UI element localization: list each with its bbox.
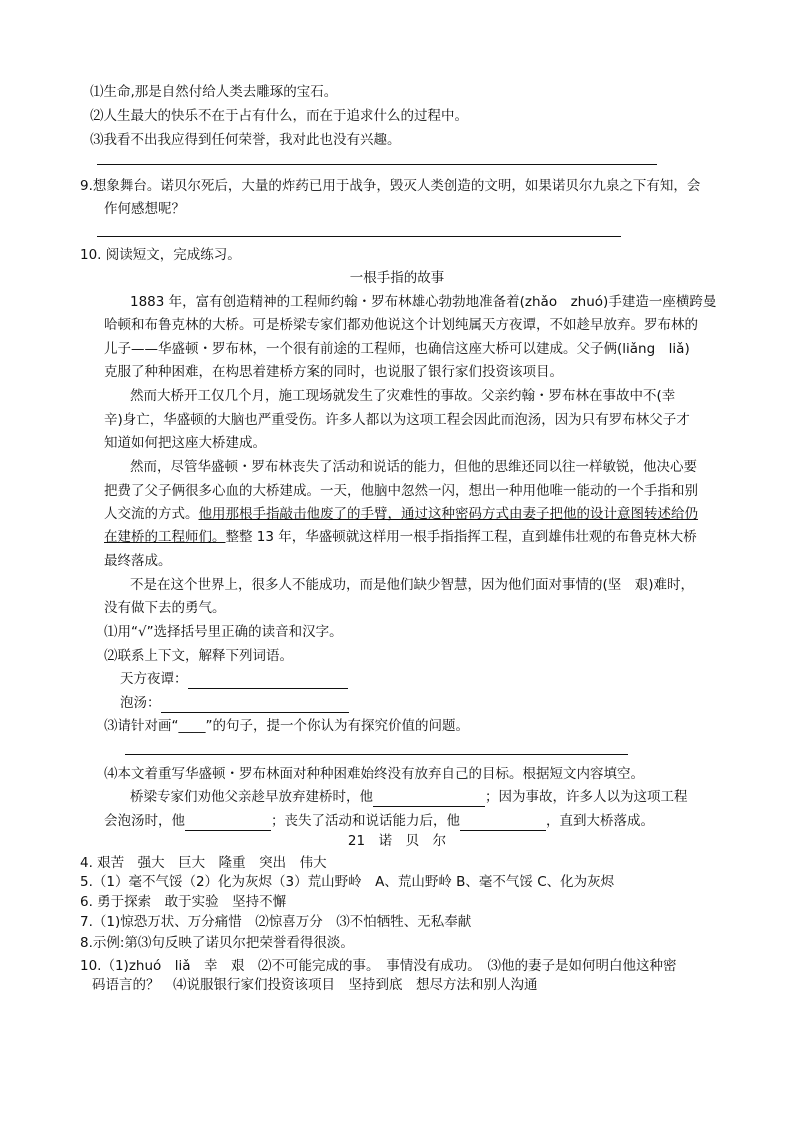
fill-text: ；丧失了活动和说话能力后，他 [271,813,460,829]
answer-4: 4. 艰苦 强大 巨大 隆重 突出 伟大 [80,855,327,871]
question-9-cont: 作何感想呢？ [104,201,185,217]
underlined-sentence: 他用那根手指敲击他废了的手臂，通过这种密码方式由妻子把他的设计意图转述给仍 [198,506,698,522]
passage-line: 把费了父子俩很多心血的大桥建成。一天，他脑中忽然一闪，想出一种用他唯一能动的一个手指和别 [104,483,698,499]
answer-line [125,754,628,755]
answer-5: 5.（1）毫不气馁（2）化为灰烬（3）荒山野岭 A、荒山野岭 B、毫不气馁 C、化为灰烬 [80,874,615,890]
passage-line: 然而大桥开工仅几个月，施工现场就发生了灾难性的事故。父亲约翰・罗布林在事故中不(幸 [130,388,676,404]
answer-line [97,164,657,165]
question-10-intro: 10. 阅读短文，完成练习。 [80,247,241,263]
passage-title: 一根手指的故事 [349,270,445,286]
passage-line: 哈顿和布鲁克林的大桥。可是桥梁专家们都劝他说这个计划纯属天方夜谭，不如趁早放弃。罗布林的 [104,317,698,333]
fill-text: ，直到大桥落成。 [546,813,654,829]
answer-8: 8.示例:第⑶句反映了诺贝尔把荣誉看得很淡。 [80,935,354,951]
passage-line: 知道如何把这座大桥建成。 [104,435,266,451]
term-line [120,693,349,713]
answer-blank [161,698,349,713]
passage-text: 整整 13 年，华盛顿就这样用一根手指指挥工程，直到雄伟壮观的布鲁克林大桥 [225,529,697,545]
answer-line [97,236,621,237]
passage-line: 不是在这个世界上，很多人不能成功，而是他们缺少智慧，因为他们面对事情的(坚 艰)难时， [130,577,695,593]
underlined-sentence: 在建桥的工程师们。 [104,529,226,545]
fill-text: 会泡汤时，他 [104,813,185,829]
answer-7: 7.（1)惊恐万状、万分痛惜 ⑵惊喜万分 ⑶不怕牺牲、无私奉献 [80,914,472,930]
passage-line: 儿子——华盛顿・罗布林，一个很有前途的工程师，也确信这座大桥可以建成。父子俩(liǎng liǎ) [104,341,690,357]
sentence-2: ⑵人生最大的快乐不在于占有什么，而在于追求什么的过程中。 [90,108,468,124]
answer-10: 10.（1)zhuó liǎ 幸 艰 ⑵不可能完成的事。 事情没有成功。 ⑶他的妻子是如何明白他这种密 [80,958,677,974]
passage-line: 辛)身亡，华盛顿的大脑也严重受伤。许多人都以为这项工程会因此而泡汤，因为只有罗布林父子才 [104,412,690,428]
fill-line [130,787,688,807]
passage-line: 没有做下去的勇气。 [104,600,226,616]
subquestion-4: ⑷本文着重写华盛顿・罗布林面对种种困难始终没有放弃自己的目标。根据短文内容填空。 [104,766,644,782]
passage-line [104,504,698,524]
answer-6: 6. 勇于探索 敢于实验 坚持不懈 [80,894,287,910]
answer-10-cont: 码语言的？ ⑷说服银行家们投资该项目 坚持到底 想尽方法和别人沟通 [92,977,538,993]
term-label: 泡汤： [120,695,161,711]
passage-line: 然而，尽管华盛顿・罗布林丧失了活动和说话的能力，但他的思维还同以往一样敏锐，他决心要 [130,459,697,475]
answer-blank [185,816,271,831]
fill-text: 桥梁专家们劝他父亲趁早放弃建桥时，他 [130,789,373,805]
passage-line: 1883 年，富有创造精神的工程师约翰・罗布林雄心勃勃地准备着(zhǎo zhuó)手建造一座横跨曼 [130,294,717,310]
subquestion-2: ⑵联系上下文，解释下列词语。 [104,648,293,664]
term-label: 天方夜谭： [120,671,188,687]
fill-line [104,811,654,831]
term-line [120,669,348,689]
subquestion-1: ⑴用“√”选择括号里正确的读音和汉字。 [104,624,343,640]
answer-blank [460,816,546,831]
sentence-3: ⑶我看不出我应得到任何荣誉，我对此也没有兴趣。 [90,132,401,148]
sentence-1: ⑴生命,那是自然付给人类去雕琢的宝石。 [90,84,338,100]
passage-text: 人交流的方式。 [104,506,199,522]
answer-blank [188,674,348,689]
passage-line: 最终落成。 [104,553,172,569]
passage-line: 克服了种种困难，在构思着建桥方案的同时，也说服了银行家们投资该项目。 [104,364,563,380]
question-9: 9.想象舞台。诺贝尔死后，大量的炸药已用于战争，毁灭人类创造的文明，如果诺贝尔九泉之下有知，会 [80,178,701,194]
subquestion-3: ⑶请针对画“____”的句子，提一个你认为有探究价值的问题。 [104,718,469,734]
passage-line [104,527,697,547]
fill-text: ；因为事故，许多人以为这项工程 [485,789,688,805]
answers-header: 21 诺 贝 尔 [347,833,447,849]
answer-blank [373,792,485,807]
